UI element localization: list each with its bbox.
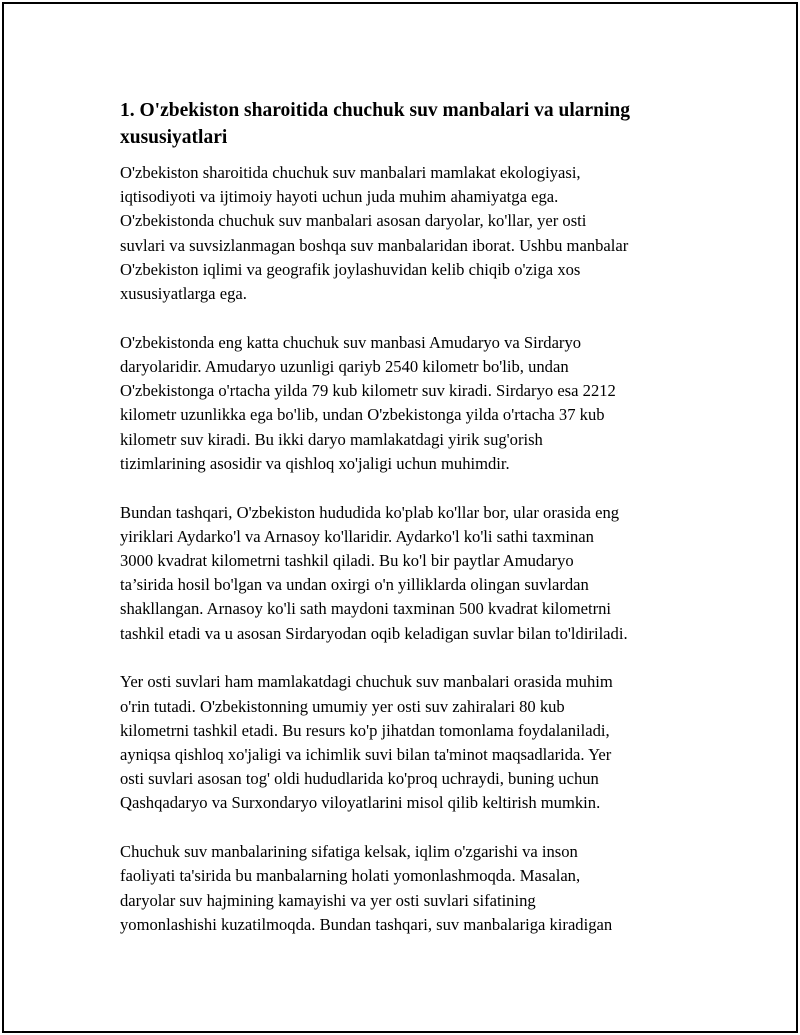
paragraph-line: osti suvlari asosan tog' oldi hududlarida ko'proq uchraydi, buning uchun xyxy=(120,769,599,789)
paragraph xyxy=(120,331,700,476)
paragraph-line: tizimlarining asosidir va qishloq xo'jaligi uchun muhimdir. xyxy=(120,453,510,473)
paragraph-line: tashkil etadi va u asosan Sirdaryodan oqib keladigan suvlar bilan to'ldiriladi. xyxy=(120,623,628,643)
paragraph-line: Chuchuk suv manbalarining sifatiga kelsak, iqlim o'zgarishi va inson xyxy=(120,842,578,862)
paragraph-line: yiriklari Aydarko'l va Arnasoy ko'llaridir. Aydarko'l ko'li sathi taxminan xyxy=(120,526,594,546)
paragraph-line: iqtisodiyoti va ijtimoiy hayoti uchun juda muhim ahamiyatga ega. xyxy=(120,187,559,207)
document-page xyxy=(2,2,798,1033)
paragraph-line: O'zbekistonga o'rtacha yilda 79 kub kilometr suv kiradi. Sirdaryo esa 2212 xyxy=(120,381,616,401)
paragraph xyxy=(120,670,700,815)
paragraph-line: O'zbekiston sharoitida chuchuk suv manbalari mamlakat ekologiyasi, xyxy=(120,163,581,182)
paragraph-line: xususiyatlarga ega. xyxy=(120,284,247,304)
paragraph xyxy=(120,501,700,646)
paragraph-line: faoliyati ta'sirida bu manbalarning holati yomonlashmoqda. Masalan, xyxy=(120,866,581,886)
paragraph-line: shakllangan. Arnasoy ko'li sath maydoni taxminan 500 kvadrat kilometrni xyxy=(120,599,612,619)
paragraph xyxy=(120,161,700,306)
document-title: 1. O'zbekiston sharoitida chuchuk suv manbalari va ularning xususiyatlari xyxy=(120,100,631,148)
paragraph-line: daryolaridir. Amudaryo uzunligi qariyb 2540 kilometr bo'lib, undan xyxy=(120,357,569,377)
paragraph-line: O'zbekiston iqlimi va geografik joylashuvidan kelib chiqib o'ziga xos xyxy=(120,259,581,279)
paragraph-line: 3000 kvadrat kilometrni tashkil qiladi. Bu ko'l bir paytlar Amudaryo xyxy=(120,551,574,571)
paragraph-line: kilometr uzunlikka ega bo'lib, undan O'zbekistonga yilda o'rtacha 37 kub xyxy=(120,405,605,425)
document-body xyxy=(120,97,700,962)
paragraph-line: yomonlashishi kuzatilmoqda. Bundan tashqari, suv manbalariga kiradigan xyxy=(120,914,613,934)
paragraph-list xyxy=(120,161,700,937)
paragraph xyxy=(120,840,700,937)
paragraph-line: suvlari va suvsizlanmagan boshqa suv manbalaridan iborat. Ushbu manbalar xyxy=(120,235,629,255)
paragraph-line: Yer osti suvlari ham mamlakatdagi chuchuk suv manbalari orasida muhim xyxy=(120,672,613,692)
paragraph-line: O'zbekistonda eng katta chuchuk suv manbasi Amudaryo va Sirdaryo xyxy=(120,332,582,352)
paragraph-line: kilometr suv kiradi. Bu ikki daryo mamlakatdagi yirik sug'orish xyxy=(120,429,543,449)
paragraph-line: ayniqsa qishloq xo'jaligi va ichimlik suvi bilan ta'minot maqsadlarida. Yer xyxy=(120,745,612,765)
paragraph-line: Bundan tashqari, O'zbekiston hududida ko'plab ko'llar bor, ular orasida eng xyxy=(120,502,620,522)
paragraph-line: Qashqadaryo va Surxondaryo viloyatlarini misol qilib keltirish mumkin. xyxy=(120,793,601,813)
paragraph-line: kilometrni tashkil etadi. Bu resurs ko'p jihatdan tomonlama foydalaniladi, xyxy=(120,720,610,740)
paragraph-line: ta’sirida hosil bo'lgan va undan oxirgi o'n yilliklarda olingan suvlardan xyxy=(120,575,589,595)
paragraph-line: o'rin tutadi. O'zbekistonning umumiy yer osti suv zahiralari 80 kub xyxy=(120,696,565,716)
paragraph-line: O'zbekistonda chuchuk suv manbalari asosan daryolar, ko'llar, yer osti xyxy=(120,211,587,231)
paragraph-line: daryolar suv hajmining kamayishi va yer osti suvlari sifatining xyxy=(120,890,536,910)
